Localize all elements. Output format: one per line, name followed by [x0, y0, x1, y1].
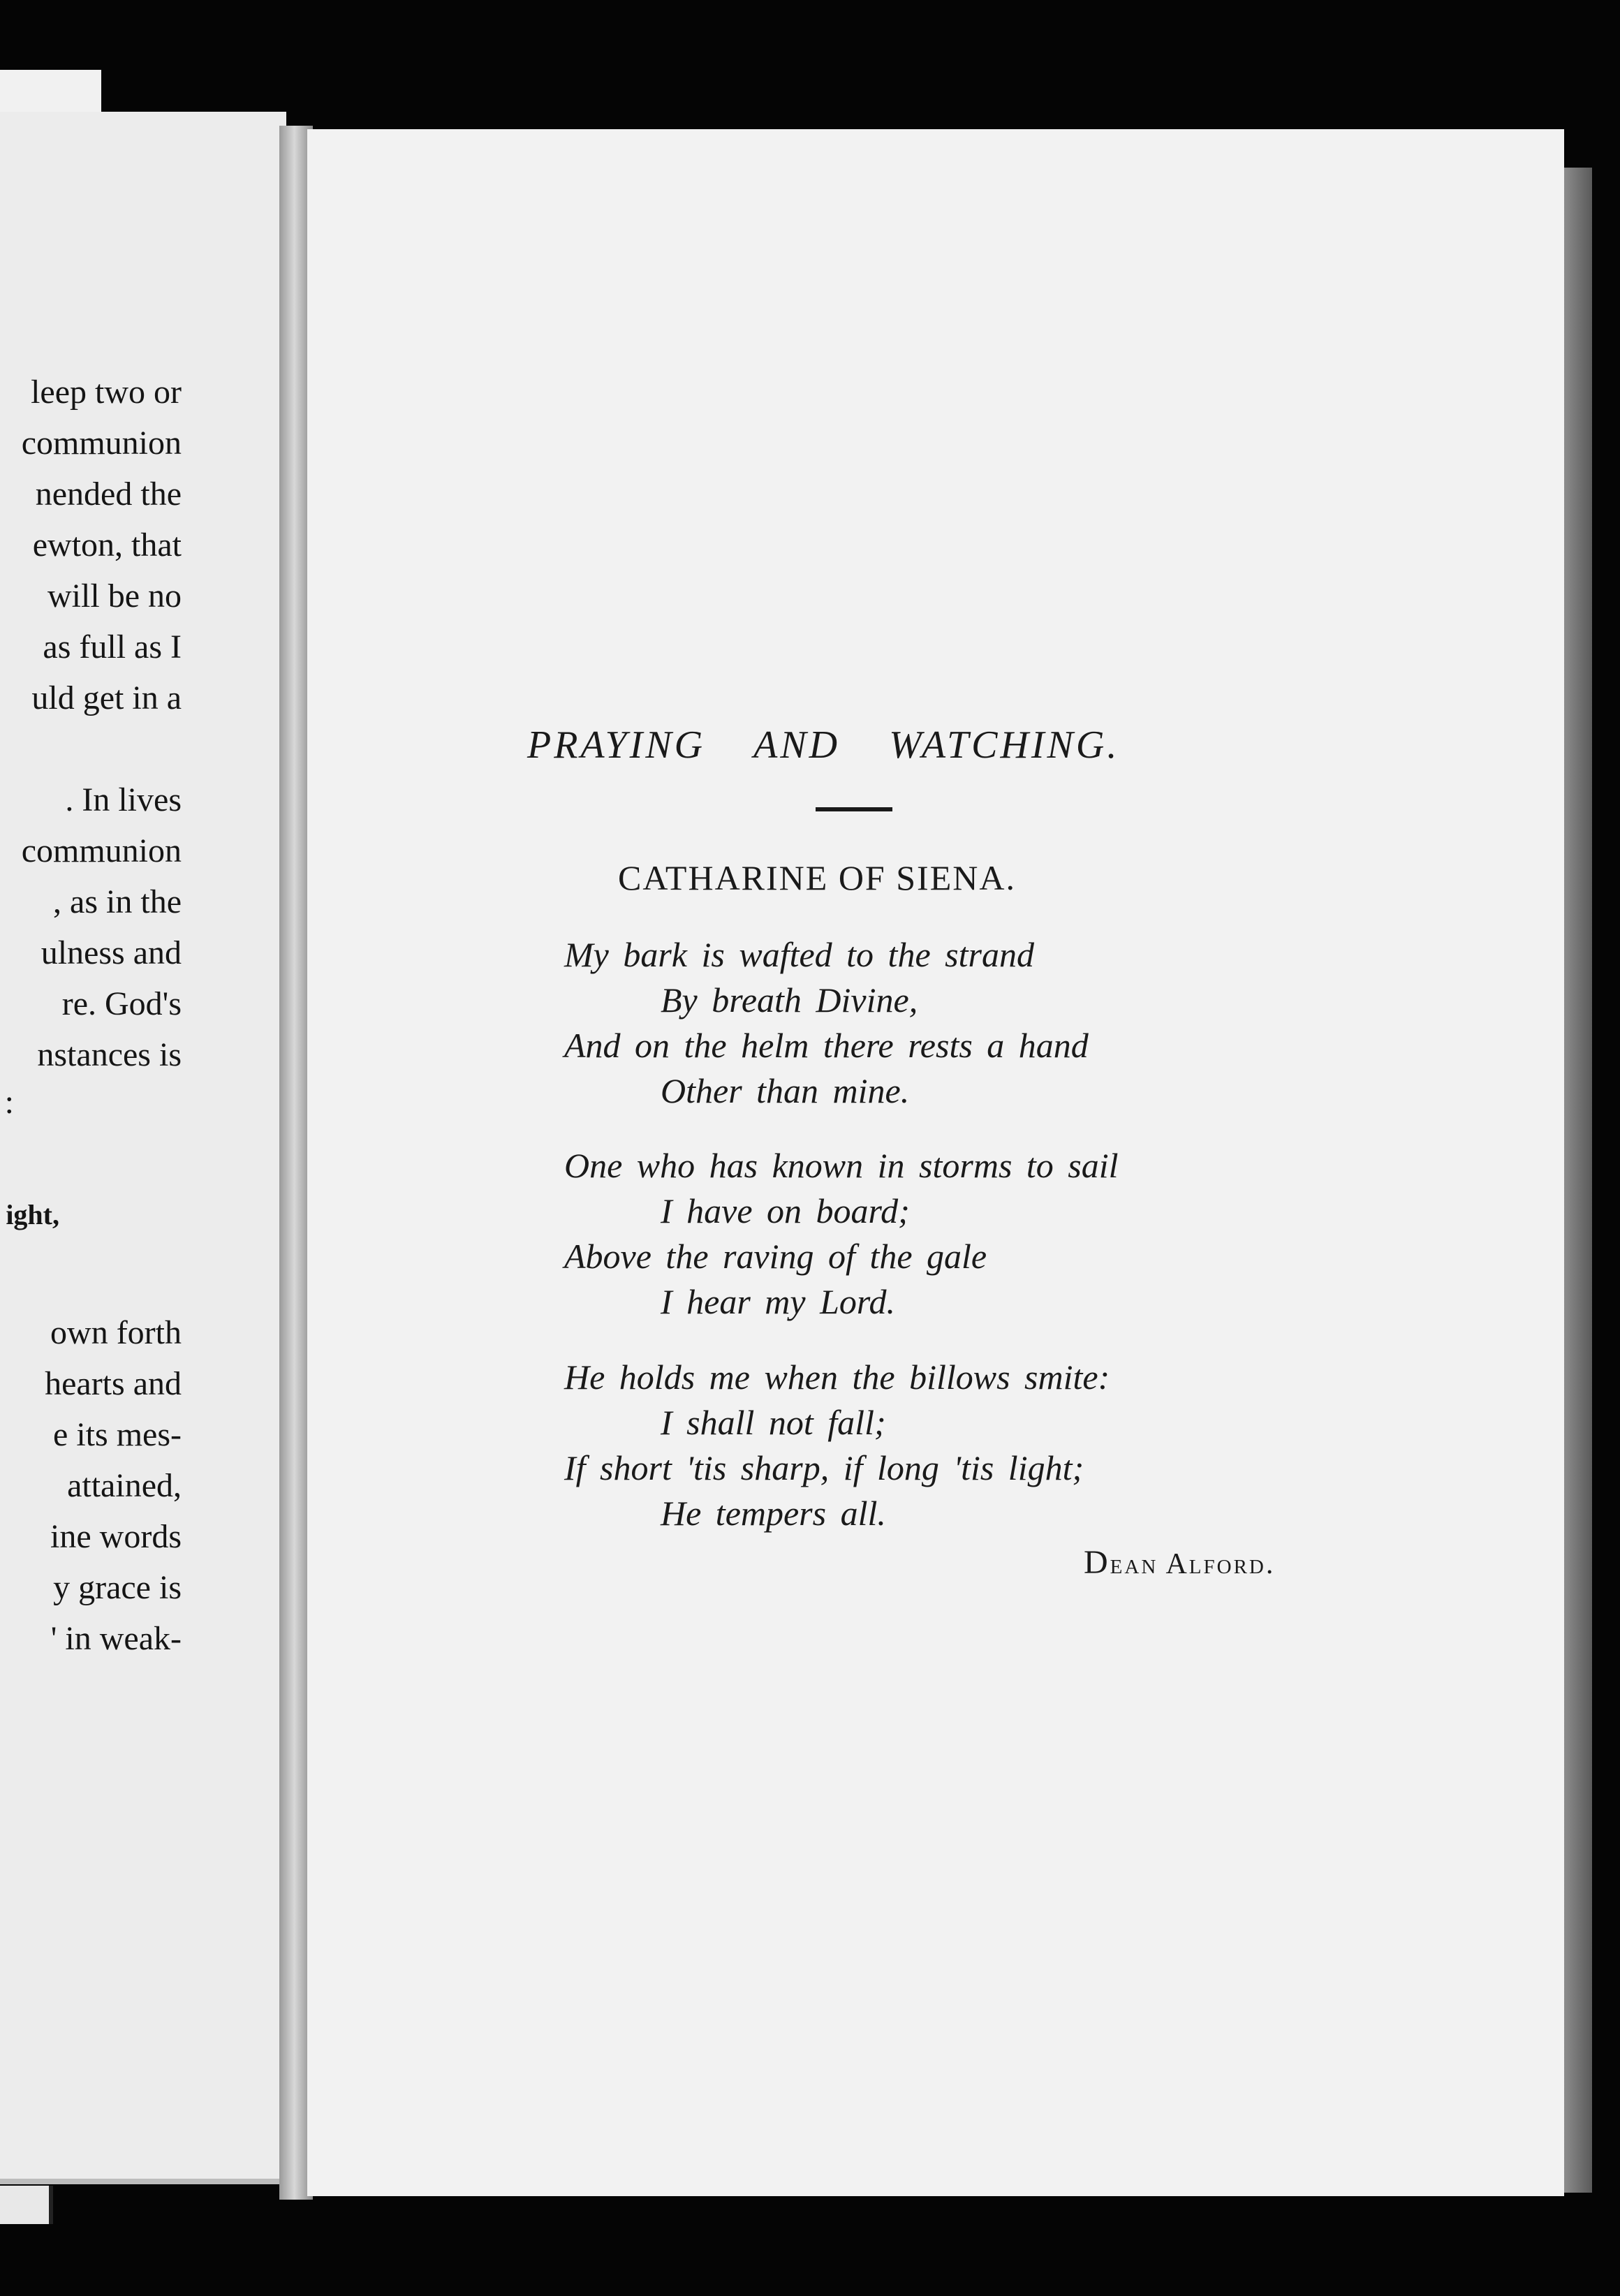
left-page-line: own forth	[50, 1314, 182, 1351]
heading-rule	[816, 807, 892, 811]
left-page-line: ulness and	[40, 934, 182, 971]
left-page-line: ine words	[50, 1518, 182, 1555]
left-page-line: re. God's	[61, 985, 182, 1022]
left-page-line: communion	[21, 425, 182, 462]
poem-line: And on the helm there rests a hand	[564, 1026, 1089, 1065]
left-page-line: ewton, that	[32, 527, 182, 564]
poem-line: He holds me when the billows smite:	[564, 1357, 1110, 1397]
left-page-line: e its mes-	[53, 1416, 182, 1453]
poem-attribution: Dean Alford.	[1084, 1544, 1276, 1581]
poem-line: I shall not fall;	[661, 1403, 886, 1442]
page-edge	[1564, 168, 1592, 2193]
left-page-line: will be no	[47, 577, 182, 615]
left-page-line: . In lives	[65, 781, 182, 818]
poem-stanza-3	[564, 1355, 1110, 1536]
left-page-line: ' in weak-	[50, 1620, 182, 1657]
left-page-line: , as in the	[53, 883, 182, 920]
left-page-line: :	[4, 1084, 14, 1121]
left-page-line: nended the	[35, 476, 182, 513]
poem-stanza-1	[564, 932, 1089, 1114]
left-page-line: communion	[21, 832, 182, 869]
poem-line: My bark is wafted to the strand	[564, 935, 1034, 974]
poem-title: CATHARINE OF SIENA.	[618, 858, 1016, 897]
left-page-line: uld get in a	[31, 679, 182, 716]
left-page	[0, 112, 286, 2184]
poem-stanza-2	[564, 1143, 1119, 1325]
poem-line: By breath Divine,	[661, 980, 918, 1020]
left-page-line: as full as I	[43, 628, 182, 665]
poem-line: One who has known in storms to sail	[564, 1146, 1119, 1185]
left-page-line: hearts and	[45, 1365, 182, 1402]
left-page-line: ight,	[6, 1199, 59, 1230]
left-page-line: nstances is	[37, 1036, 182, 1073]
poem-line: He tempers all.	[661, 1494, 886, 1533]
left-page-line: attained,	[67, 1467, 182, 1504]
poem-line: If short 'tis sharp, if long 'tis light;	[564, 1448, 1084, 1487]
poem-line: Above the raving of the gale	[564, 1237, 987, 1276]
poem-section-heading: PRAYING AND WATCHING.	[527, 723, 1120, 767]
poem-line: I have on board;	[661, 1191, 910, 1230]
poem-line: Other than mine.	[661, 1071, 910, 1110]
page-corner-fragment	[0, 2186, 53, 2224]
poem-line: I hear my Lord.	[661, 1282, 896, 1321]
left-page-line: leep two or	[31, 374, 182, 411]
left-page-line: y grace is	[53, 1569, 182, 1606]
